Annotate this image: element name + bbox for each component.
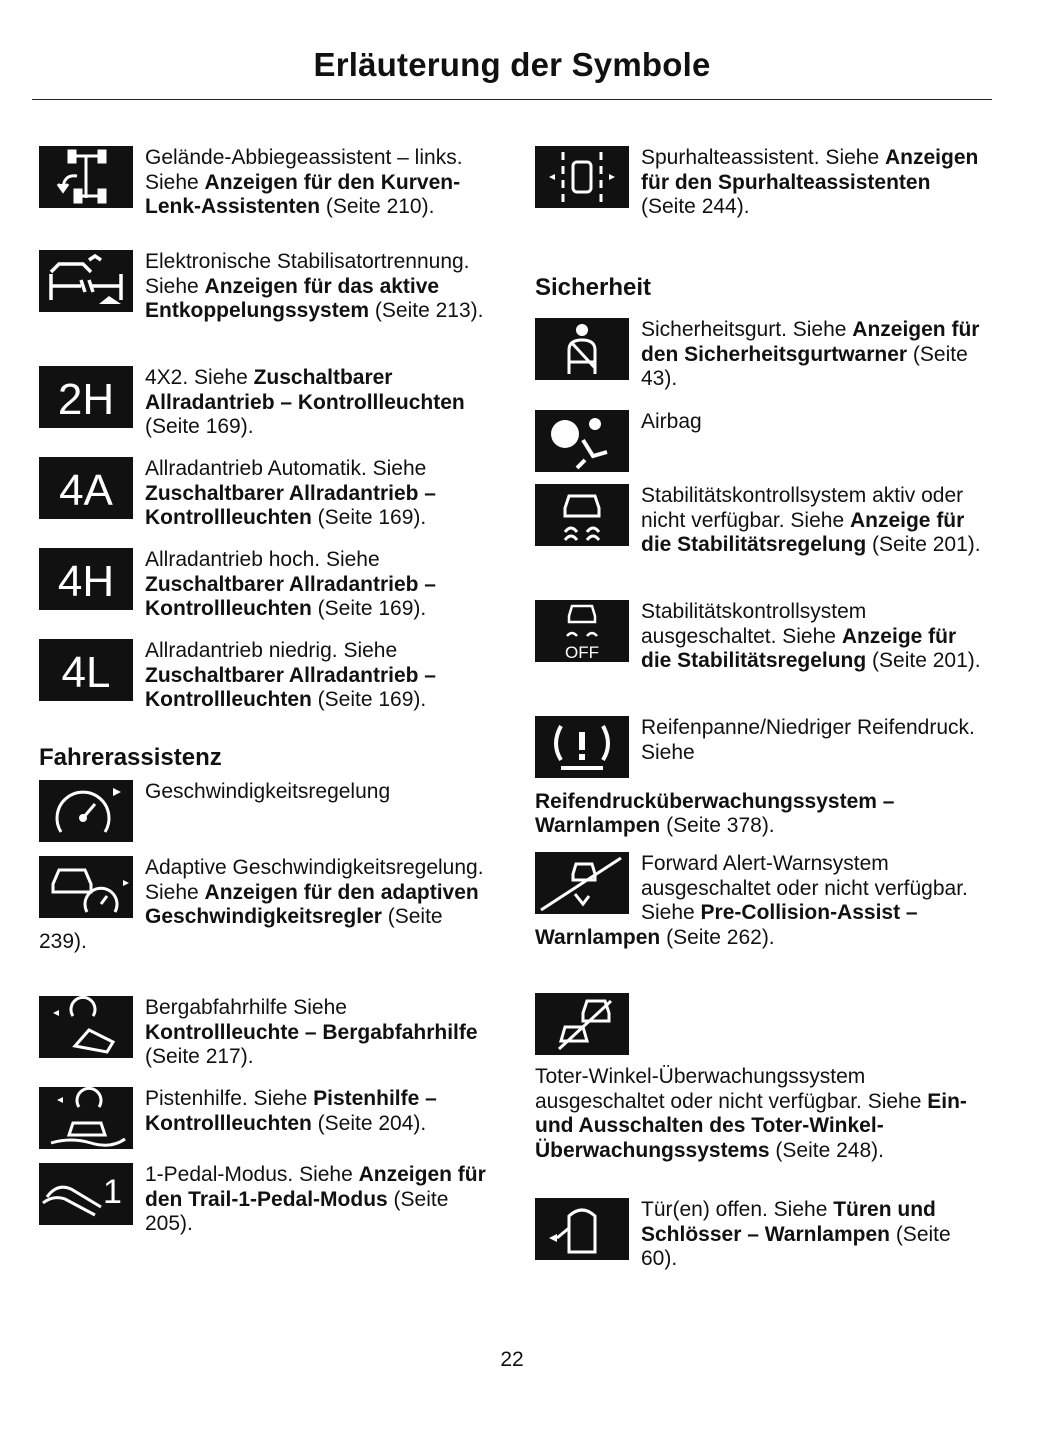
forward-alert-off-icon	[535, 852, 629, 914]
adaptive-cruise-icon	[39, 856, 133, 918]
list-item	[535, 716, 990, 852]
list-item	[39, 856, 494, 996]
blind-spot-off-icon	[535, 993, 629, 1055]
list-item	[39, 457, 494, 548]
svg-text:2H: 2H	[57, 375, 115, 424]
list-item	[39, 250, 494, 366]
section-heading-fahrerassistenz: Fahrerassistenz	[39, 744, 222, 771]
list-item	[535, 1198, 990, 1278]
stability-control-icon	[535, 484, 629, 546]
list-item	[535, 146, 990, 268]
entry-text: Bergabfahrhilfe Siehe Kontrollleuchte – Bergabfahrhilfe (Seite 217).	[145, 996, 478, 1068]
entry-text: Allradantrieb hoch. Siehe Zuschaltbarer Allradantrieb – Kontrollleuchten (Seite 169).	[145, 548, 436, 620]
one-pedal-icon	[39, 1163, 133, 1225]
lane-keeping-icon	[535, 146, 629, 208]
airbag-icon	[535, 410, 629, 472]
svg-text:4L: 4L	[61, 648, 111, 697]
right-column	[535, 146, 990, 1278]
svg-text:4A: 4A	[59, 466, 113, 515]
trail-control-icon	[39, 1087, 133, 1149]
list-item	[535, 852, 990, 993]
section-heading-sicherheit: Sicherheit	[535, 274, 652, 301]
entry-text: Pistenhilfe. Siehe Pistenhilfe – Kontrollleuchten (Seite 204).	[145, 1087, 437, 1135]
list-item	[535, 600, 990, 716]
seatbelt-icon	[535, 318, 629, 380]
list-item	[39, 639, 494, 736]
speedometer-icon	[39, 780, 133, 842]
door-open-icon	[535, 1198, 629, 1260]
entry-text: 4X2. Siehe Zuschaltbarer Allradantrieb – Kontrollleuchten (Seite 169).	[145, 366, 465, 438]
2h-icon	[39, 366, 133, 428]
title-divider	[32, 99, 992, 100]
entry-text: Reifenpanne/Niedriger Reifendruck. Siehe Reifendrucküberwachungssystem – Warnlampen (Seite 378).	[535, 716, 975, 837]
svg-text:4H: 4H	[57, 557, 115, 606]
svg-text:1: 1	[103, 1173, 122, 1211]
list-item	[535, 993, 990, 1198]
entry-text: Forward Alert-Warnsystem ausgeschaltet oder nicht verfügbar. Siehe Pre-Collision-Assist – Warnlampen (Seite 262).	[535, 852, 968, 949]
entry-text: Allradantrieb Automatik. Siehe Zuschaltbarer Allradantrieb – Kontrollleuchten (Seite 169).	[145, 457, 436, 529]
list-item	[39, 996, 494, 1087]
page-number: 22	[500, 1348, 524, 1371]
entry-text: Elektronische Stabilisatortrennung. Siehe Anzeigen für das aktive Entkoppelungssystem (Seite 213).	[145, 250, 484, 322]
entry-text: Tür(en) offen. Siehe Türen und Schlösser – Warnlampen (Seite 60).	[641, 1198, 951, 1270]
4l-icon	[39, 639, 133, 701]
4h-icon	[39, 548, 133, 610]
4a-icon	[39, 457, 133, 519]
entry-text: Adaptive Geschwindigkeitsregelung. Siehe Anzeigen für den adaptiven Geschwindigkeitsregler (Seite 239).	[39, 856, 484, 953]
stabilizer-disconnect-icon	[39, 250, 133, 312]
tire-pressure-icon	[535, 716, 629, 778]
list-item	[39, 146, 494, 250]
entry-text: Gelände-Abbiegeassistent – links. Siehe Anzeigen für den Kurven-Lenk-Assistenten (Seite 210).	[145, 146, 463, 218]
entry-text: Toter-Winkel-Überwachungssystem ausgeschaltet oder nicht verfügbar. Siehe Ein- und Ausschalten des Toter-Winkel-Überwachungssystems (Seite 248).	[535, 1065, 967, 1162]
list-item	[39, 1087, 494, 1163]
list-item	[39, 548, 494, 639]
turn-assist-left-icon	[39, 146, 133, 208]
list-item	[535, 318, 990, 410]
page-title: Erläuterung der Symbole	[313, 46, 711, 83]
list-item	[39, 366, 494, 457]
entry-text: Stabilitätskontrollsystem aktiv oder nicht verfügbar. Siehe Anzeige für die Stabilitätsregelung (Seite 201).	[641, 484, 981, 556]
hill-descent-icon	[39, 996, 133, 1058]
entry-text: Airbag	[641, 410, 702, 433]
list-item	[39, 780, 494, 856]
entry-text: Spurhalteassistent. Siehe Anzeigen für den Spurhalteassistenten (Seite 244).	[641, 146, 979, 218]
stability-off-icon	[535, 600, 629, 662]
entry-text: Allradantrieb niedrig. Siehe Zuschaltbarer Allradantrieb – Kontrollleuchten (Seite 169).	[145, 639, 436, 711]
entry-text: Geschwindigkeitsregelung	[145, 780, 391, 803]
left-column	[39, 146, 494, 1243]
list-item	[39, 1163, 494, 1243]
list-item	[535, 484, 990, 600]
svg-text:OFF: OFF	[565, 643, 599, 662]
list-item	[535, 410, 990, 484]
entry-text: 1-Pedal-Modus. Siehe Anzeigen für den Trail-1-Pedal-Modus (Seite 205).	[145, 1163, 486, 1235]
entry-text: Stabilitätskontrollsystem ausgeschaltet. Siehe Anzeige für die Stabilitätsregelung (Seite 201).	[641, 600, 981, 672]
entry-text: Sicherheitsgurt. Siehe Anzeigen für den Sicherheitsgurtwarner (Seite 43).	[641, 318, 980, 390]
